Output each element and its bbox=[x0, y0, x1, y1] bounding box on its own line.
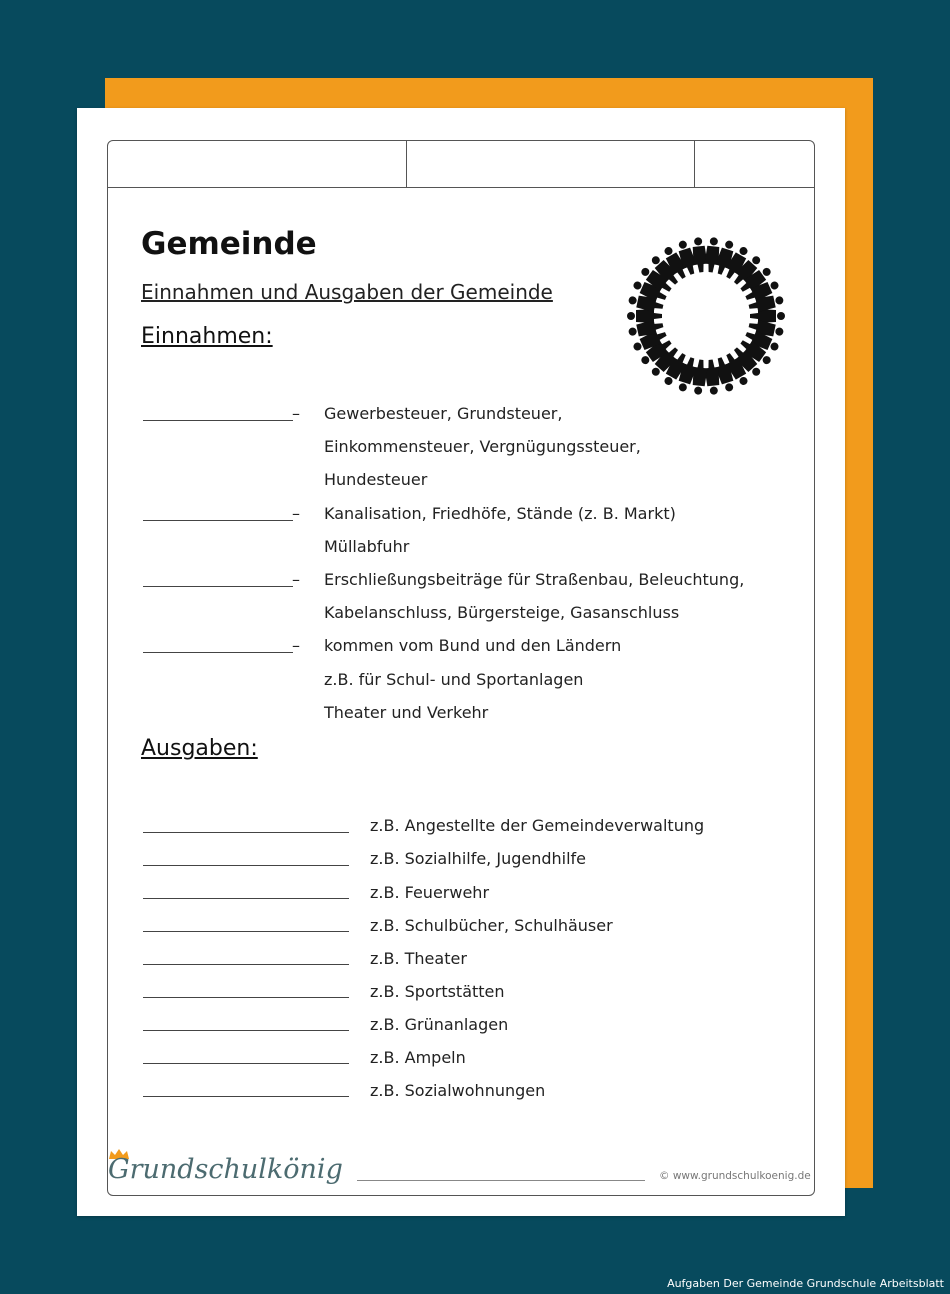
brand-logo: Grundschulkönig bbox=[108, 1154, 343, 1185]
ausgaben-item: z.B. Sozialhilfe, Jugendhilfe bbox=[370, 849, 587, 868]
header-divider bbox=[694, 141, 695, 187]
answer-blank[interactable] bbox=[143, 1063, 349, 1064]
page-title: Gemeinde bbox=[141, 226, 317, 262]
ausgaben-item: z.B. Schulbücher, Schulhäuser bbox=[370, 916, 613, 935]
answer-blank[interactable] bbox=[143, 420, 293, 421]
einnahmen-text: Müllabfuhr bbox=[324, 537, 410, 556]
ausgaben-item: z.B. Sozialwohnungen bbox=[370, 1081, 546, 1100]
answer-blank[interactable] bbox=[143, 898, 349, 899]
einnahmen-text: Kanalisation, Friedhöfe, Stände (z. B. Markt) bbox=[324, 504, 676, 523]
answer-blank[interactable] bbox=[143, 652, 293, 653]
einnahmen-text: z.B. für Schul- und Sportanlagen bbox=[324, 670, 584, 689]
people-circle-icon bbox=[620, 230, 792, 402]
answer-blank[interactable] bbox=[143, 1030, 349, 1031]
einnahmen-text: Theater und Verkehr bbox=[324, 703, 489, 722]
einnahmen-text: Gewerbesteuer, Grundsteuer, bbox=[324, 404, 563, 423]
dash: – bbox=[292, 570, 300, 589]
ausgaben-item: z.B. Feuerwehr bbox=[370, 883, 490, 902]
dash: – bbox=[292, 504, 300, 523]
image-caption: Aufgaben Der Gemeinde Grundschule Arbeitsblatt bbox=[667, 1277, 944, 1290]
einnahmen-text: Hundesteuer bbox=[324, 470, 428, 489]
einnahmen-heading: Einnahmen: bbox=[141, 324, 273, 349]
ausgaben-item: z.B. Ampeln bbox=[370, 1048, 466, 1067]
answer-blank[interactable] bbox=[143, 1096, 349, 1097]
answer-blank[interactable] bbox=[143, 865, 349, 866]
answer-blank[interactable] bbox=[143, 931, 349, 932]
answer-blank[interactable] bbox=[143, 586, 293, 587]
answer-blank[interactable] bbox=[143, 964, 349, 965]
dash: – bbox=[292, 404, 300, 423]
ausgaben-item: z.B. Grünanlagen bbox=[370, 1015, 509, 1034]
subtitle: Einnahmen und Ausgaben der Gemeinde bbox=[141, 280, 553, 304]
dash: – bbox=[292, 636, 300, 655]
header-boxes bbox=[108, 141, 814, 188]
einnahmen-text: Kabelanschluss, Bürgersteige, Gasanschluss bbox=[324, 603, 680, 622]
ausgaben-item: z.B. Angestellte der Gemeindeverwaltung bbox=[370, 816, 705, 835]
einnahmen-text: Erschließungsbeiträge für Straßenbau, Beleuchtung, bbox=[324, 570, 745, 589]
worksheet bbox=[77, 108, 845, 1216]
footer-divider bbox=[357, 1180, 645, 1181]
ausgaben-item: z.B. Sportstätten bbox=[370, 982, 505, 1001]
answer-blank[interactable] bbox=[143, 832, 349, 833]
answer-blank[interactable] bbox=[143, 997, 349, 998]
ausgaben-heading: Ausgaben: bbox=[141, 736, 258, 761]
copyright-text: © www.grundschulkoenig.de bbox=[659, 1170, 811, 1182]
einnahmen-text: kommen vom Bund und den Ländern bbox=[324, 636, 622, 655]
answer-blank[interactable] bbox=[143, 520, 293, 521]
header-divider bbox=[406, 141, 407, 187]
einnahmen-text: Einkommensteuer, Vergnügungssteuer, bbox=[324, 437, 641, 456]
ausgaben-item: z.B. Theater bbox=[370, 949, 467, 968]
